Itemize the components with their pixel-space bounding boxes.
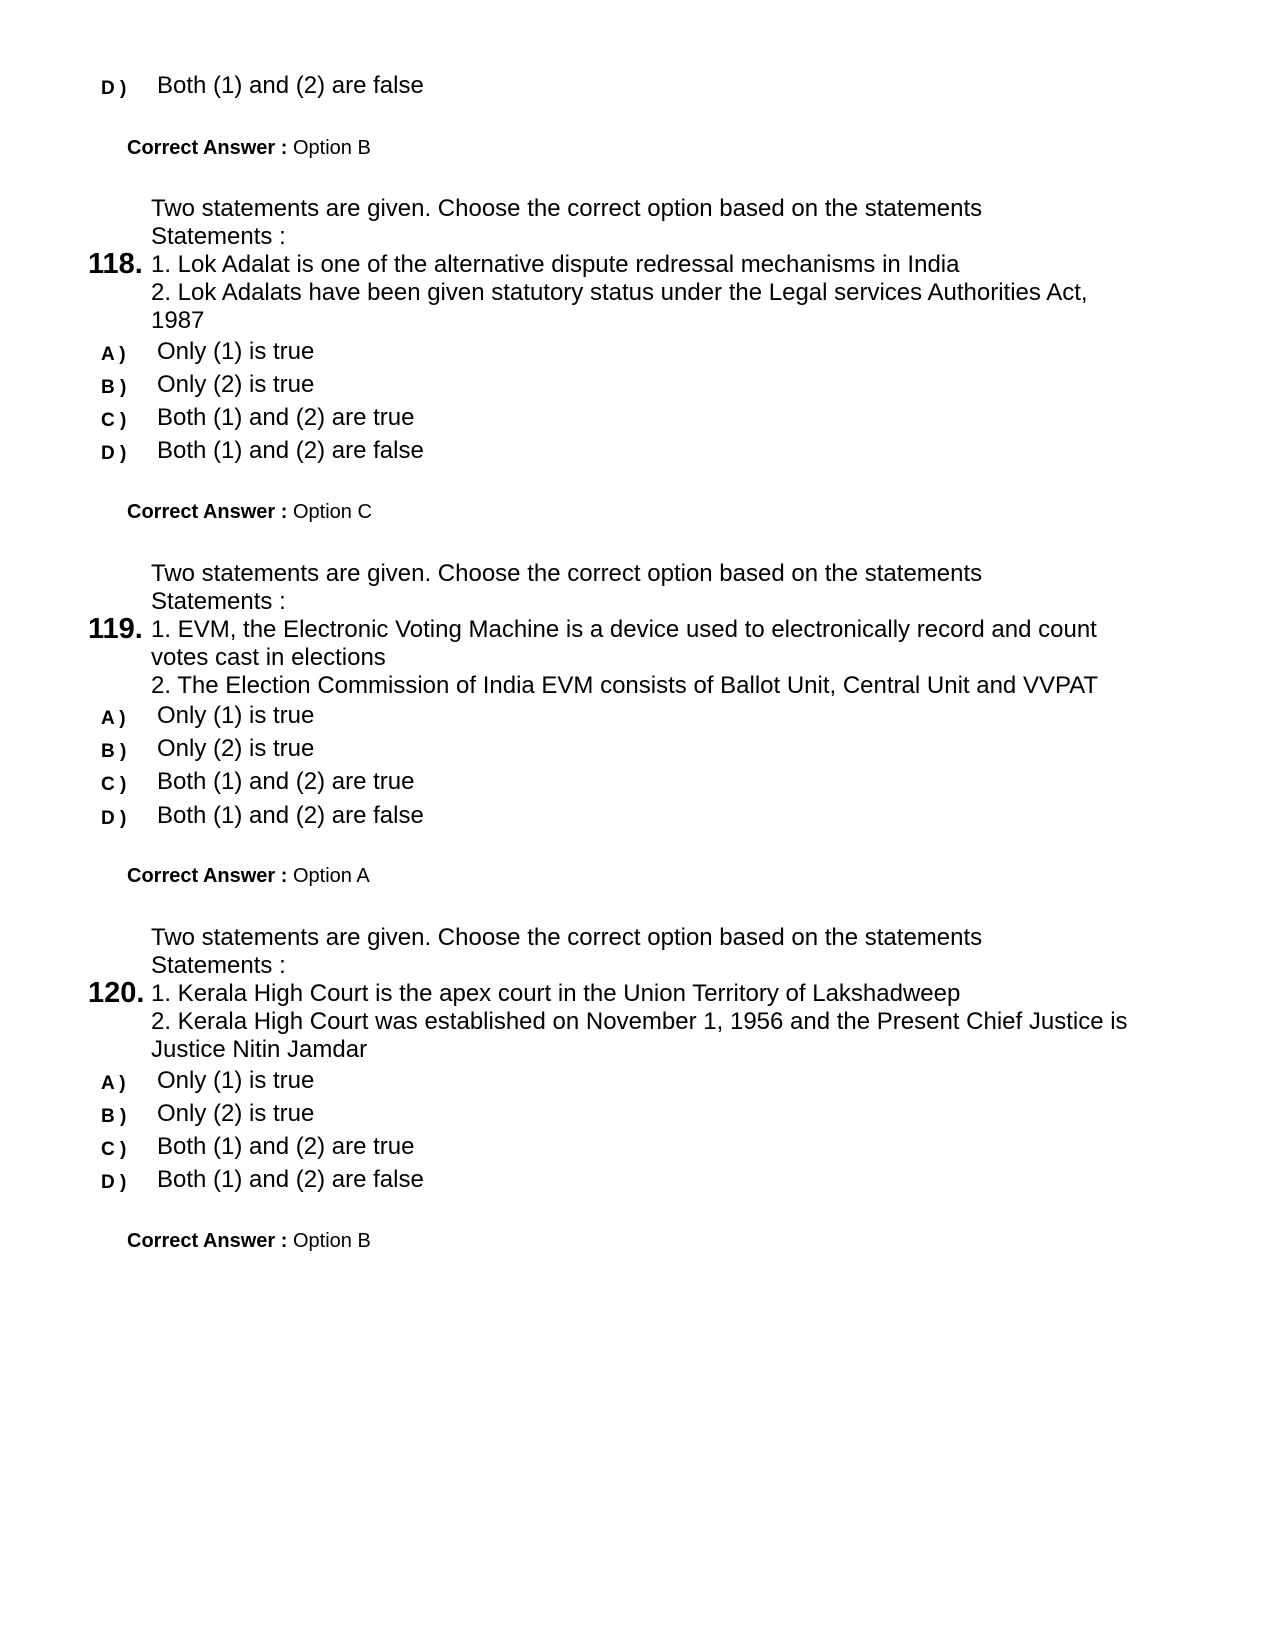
correct-answer-value: Option B	[292, 137, 371, 159]
option-letter: D )	[101, 78, 127, 99]
statement-line: 2. Kerala High Court was established on November 1, 1956 and the Present Chief Justice is	[151, 1008, 1128, 1035]
question-118-statement	[151, 195, 1088, 335]
statement-line: Statements :	[151, 588, 286, 615]
correct-answer-value: Option C	[292, 501, 372, 523]
option-text: Both (1) and (2) are false	[157, 1166, 424, 1193]
question-number: 119.	[88, 613, 143, 645]
option-text: Both (1) and (2) are false	[157, 802, 424, 829]
option-text: Only (2) is true	[157, 371, 315, 398]
option-letter: A )	[101, 1073, 126, 1094]
option-letter: B )	[101, 741, 127, 762]
option-letter: B )	[101, 1106, 127, 1127]
correct-answer	[127, 501, 372, 524]
option-text: Both (1) and (2) are false	[157, 72, 424, 99]
correct-answer-label: Correct Answer :	[127, 865, 288, 887]
statement-line: Statements :	[151, 223, 286, 250]
statement-line: Statements :	[151, 952, 286, 979]
statement-line: 2. The Election Commission of India EVM consists of Ballot Unit, Central Unit and VVPAT	[151, 672, 1099, 699]
option-text: Only (1) is true	[157, 338, 315, 365]
correct-answer-label: Correct Answer :	[127, 501, 288, 523]
statement-line: Justice Nitin Jamdar	[151, 1036, 368, 1063]
question-119-statement	[151, 560, 1098, 700]
option-letter: D )	[101, 1172, 127, 1193]
correct-answer-label: Correct Answer :	[127, 137, 288, 159]
option-text: Only (2) is true	[157, 735, 315, 762]
option-text: Only (2) is true	[157, 1100, 315, 1127]
option-letter: B )	[101, 377, 127, 398]
question-number: 118.	[88, 248, 143, 280]
statement-line: Two statements are given. Choose the correct option based on the statements	[151, 560, 983, 587]
option-text: Both (1) and (2) are true	[157, 404, 415, 431]
statement-line: Two statements are given. Choose the correct option based on the statements	[151, 924, 983, 951]
correct-answer	[127, 865, 370, 888]
option-text: Only (1) is true	[157, 1067, 315, 1094]
correct-answer-label: Correct Answer :	[127, 1230, 288, 1252]
correct-answer-value: Option A	[292, 865, 370, 887]
statement-line: 1987	[151, 307, 205, 334]
statement-line: votes cast in elections	[151, 644, 386, 671]
option-letter: D )	[101, 808, 127, 829]
option-text: Both (1) and (2) are true	[157, 1133, 415, 1160]
option-text: Both (1) and (2) are true	[157, 768, 415, 795]
option-text: Both (1) and (2) are false	[157, 437, 424, 464]
correct-answer-value: Option B	[292, 1230, 371, 1252]
option-letter: C )	[101, 774, 127, 795]
statement-line: 1. EVM, the Electronic Voting Machine is a device used to electronically record and count	[151, 616, 1097, 643]
option-letter: C )	[101, 1139, 127, 1160]
statement-line: 1. Kerala High Court is the apex court in the Union Territory of Lakshadweep	[151, 980, 961, 1007]
statement-line: 2. Lok Adalats have been given statutory status under the Legal services Authorities Act,	[151, 279, 1088, 306]
correct-answer	[127, 137, 371, 160]
option-letter: C )	[101, 410, 127, 431]
statement-line: 1. Lok Adalat is one of the alternative dispute redressal mechanisms in India	[151, 251, 960, 278]
option-text: Only (1) is true	[157, 702, 315, 729]
correct-answer	[127, 1230, 371, 1253]
statement-line: Two statements are given. Choose the correct option based on the statements	[151, 195, 983, 222]
question-120-statement	[151, 924, 1128, 1064]
option-letter: A )	[101, 344, 126, 365]
option-letter: D )	[101, 443, 127, 464]
question-number: 120.	[88, 977, 145, 1009]
option-letter: A )	[101, 708, 126, 729]
